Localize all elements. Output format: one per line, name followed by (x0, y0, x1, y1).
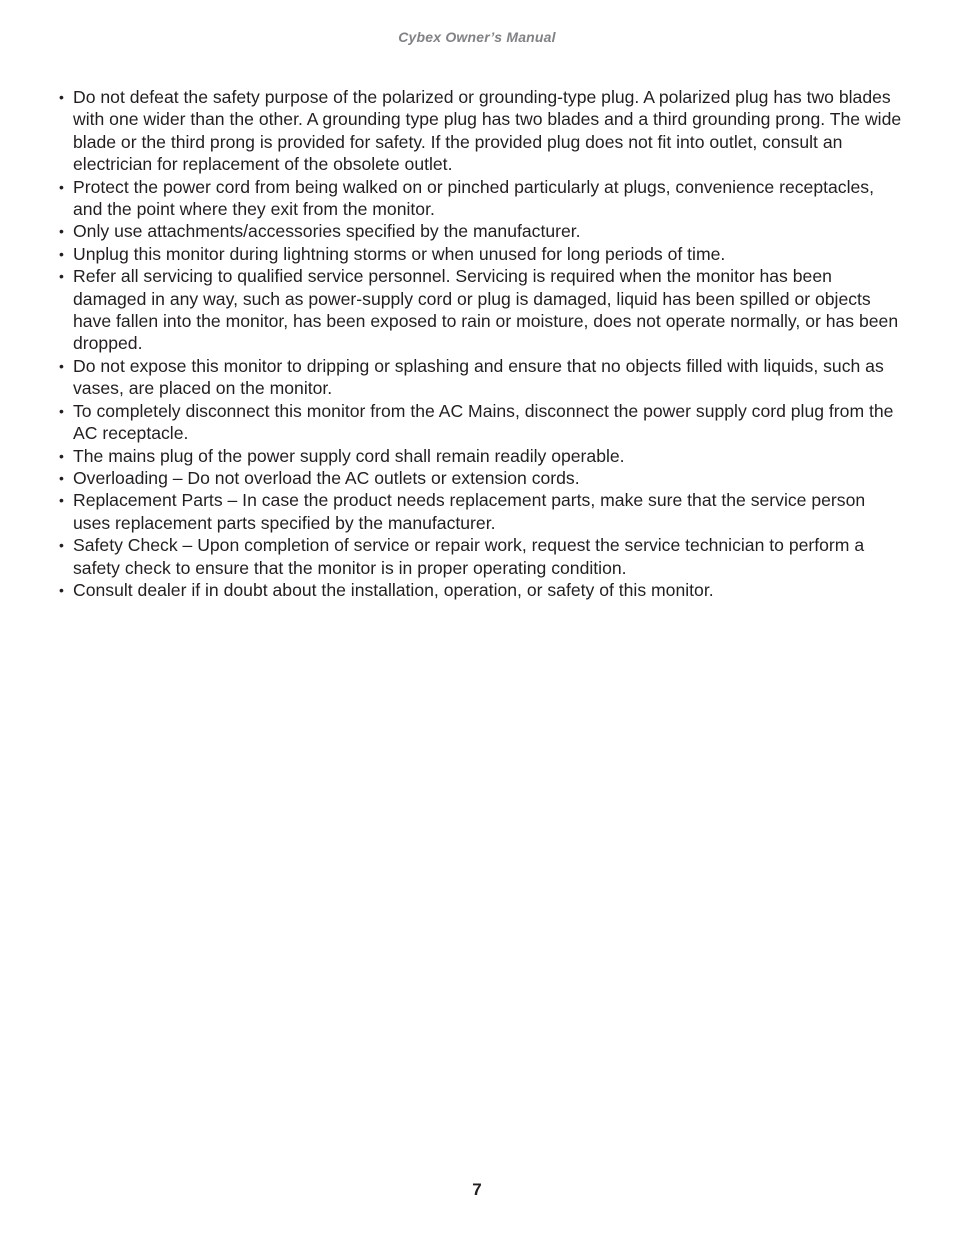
list-item: • Protect the power cord from being walked on or pinched particularly at plugs, convenience receptacles, and the point where they exit from the monitor. (58, 176, 904, 221)
list-item: • Do not defeat the safety purpose of the polarized or grounding-type plug. A polarized plug has two blades with one wider than the other. A grounding type plug has two blades and a third grounding prong. The wide blade or the third prong is provided for safety. If the provided plug does not fit into outlet, consult an electrician for replacement of the obsolete outlet. (58, 86, 904, 176)
list-item: • Consult dealer if in doubt about the installation, operation, or safety of this monitor. (58, 579, 904, 601)
list-item: • The mains plug of the power supply cord shall remain readily operable. (58, 445, 904, 467)
list-item: • Unplug this monitor during lightning storms or when unused for long periods of time. (58, 243, 904, 265)
list-item: • Replacement Parts – In case the product needs replacement parts, make sure that the service person uses replacement parts specified by the manufacturer. (58, 489, 904, 534)
list-item: • Do not expose this monitor to dripping or splashing and ensure that no objects filled with liquids, such as vases, are placed on the monitor. (58, 355, 904, 400)
list-item: • Safety Check – Upon completion of service or repair work, request the service technician to perform a safety check to ensure that the monitor is in proper operating condition. (58, 534, 904, 579)
list-item: • Only use attachments/accessories specified by the manufacturer. (58, 220, 904, 242)
list-item: • To completely disconnect this monitor from the AC Mains, disconnect the power supply cord plug from the AC receptacle. (58, 400, 904, 445)
list-item: • Refer all servicing to qualified service personnel. Servicing is required when the monitor has been damaged in any way, such as power-supply cord or plug is damaged, liquid has been spilled or objects have fallen into the monitor, has been exposed to rain or moisture, does not operate normally, or has been dropped. (58, 265, 904, 355)
page-number: 7 (472, 1180, 482, 1199)
running-header: Cybex Owner’s Manual (398, 29, 556, 45)
safety-instructions-list (58, 86, 904, 601)
list-item: • Overloading – Do not overload the AC outlets or extension cords. (58, 467, 904, 489)
